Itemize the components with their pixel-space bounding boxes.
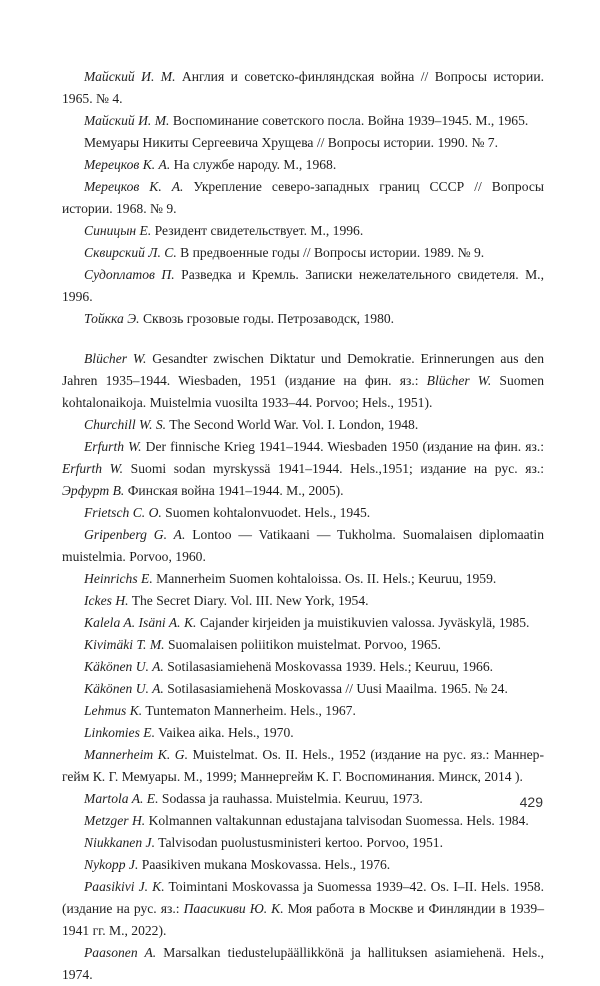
entry-text: Vaikea aika. Hels., 1970. <box>154 725 294 740</box>
bibliography-entry <box>62 832 544 854</box>
entry-text: Резидент свидетельствует. М., 1996. <box>151 223 364 238</box>
entry-author: Paasikivi J. K. <box>84 879 165 894</box>
bibliography-entry <box>62 110 544 132</box>
entry-text: Suomen kohtalonvuodet. Hels., 1945. <box>161 505 371 520</box>
entry-author: Käkönen U. A. <box>84 659 164 674</box>
entry-author: Мерецков К. А. <box>84 179 184 194</box>
bibliography-entry <box>62 502 544 524</box>
entry-author: Kalela A. Isäni A. K. <box>84 615 197 630</box>
entry-author: Nykopp J. <box>84 857 139 872</box>
entry-text: Мемуары Никиты Сергеевича Хрущева // Вопросы истории. 1990. № 7. <box>84 135 499 150</box>
bibliography-entry <box>62 612 544 634</box>
entry-text: Sotilasasiamiehenä Moskovassa 1939. Hels.; Keuruu, 1966. <box>163 659 494 674</box>
entry-author: Майский И. М. <box>84 113 170 128</box>
entry-text: Paasikiven mukana Moskovassa. Hels., 1976. <box>138 857 391 872</box>
entry-author: Blücher W. <box>426 373 492 388</box>
bibliography-entry <box>62 264 544 308</box>
entry-author: Käkönen U. A. <box>84 681 164 696</box>
entry-text: Cajander kirjeiden ja muistikuvien valossa. Jyväskylä, 1985. <box>196 615 530 630</box>
entry-text: Der finnische Krieg 1941–1944. Wiesbaden 1950 (издание на фин. яз.: <box>141 439 545 454</box>
entry-author: Синицын Е. <box>84 223 152 238</box>
entry-text: Suomi sodan myrskyssä 1941–1944. Hels.,1951; издание на рус. яз.: <box>123 461 545 476</box>
entry-text: Lontoo — Vatikaani — Tukholma. Suomalaisen diplomaatin muistelmia. Porvoo, 1960. <box>62 527 544 564</box>
bibliography-entry <box>62 154 544 176</box>
entry-text: Mannerheim Suomen kohtaloissa. Os. II. Hels.; Keuruu, 1959. <box>152 571 497 586</box>
bibliography-entry <box>62 590 544 612</box>
entry-text: На службе народу. М., 1968. <box>170 157 337 172</box>
entry-author: Mannerheim K. G. <box>84 747 188 762</box>
entry-author: Мерецков К. А. <box>84 157 171 172</box>
bibliography-entry <box>62 176 544 220</box>
bibliography-entry <box>62 348 544 414</box>
bibliography-entry <box>62 854 544 876</box>
page-number: 429 <box>519 794 543 810</box>
bibliography-entry <box>62 744 544 788</box>
entry-text: Muistelmat. Os. II. Hels., 1952 (издание на рус. яз.: Маннергейм К. Г. Мемуары. М., 1999; Маннергейм К. Г. Воспоминания. Минск, 2014 ). <box>62 747 544 784</box>
entry-author: Судоплатов П. <box>84 267 175 282</box>
entry-author: Kivimäki T. M. <box>84 637 165 652</box>
entry-author: Gripenberg G. A. <box>84 527 186 542</box>
entry-author: Churchill W. S. <box>84 417 167 432</box>
entry-text: The Secret Diary. Vol. III. New York, 1954. <box>128 593 369 608</box>
entry-text: Marsalkan tiedustelupäällikkönä ja hallituksen asiamiehenä. Hels., 1974. <box>62 945 545 982</box>
bibliography-entry <box>62 700 544 722</box>
entry-text: Моя работа в Москве и Финляндии в 1939–1941 гг. М., 2022). <box>62 901 544 938</box>
bibliography-entry <box>62 656 544 678</box>
entry-text: The Second World War. Vol. I. London, 1948. <box>166 417 419 432</box>
entry-text: Kolmannen valtakunnan edustajana talvisodan Suomessa. Hels. 1984. <box>145 813 529 828</box>
bibliography-entry <box>62 66 544 110</box>
entry-text: Sodassa ja rauhassa. Muistelmia. Keuruu, 1973. <box>158 791 423 806</box>
entry-text: Sotilasasiamiehenä Moskovassa // Uusi Maailma. 1965. № 24. <box>163 681 508 696</box>
entry-text: Talvisodan puolustusministeri kertoo. Porvoo, 1951. <box>154 835 443 850</box>
bibliography-entry <box>62 634 544 656</box>
entry-text: Финская война 1941–1944. М., 2005). <box>124 483 344 498</box>
entry-text: Tuntematon Mannerheim. Hels., 1967. <box>142 703 356 718</box>
entry-text: В предвоенные годы // Вопросы истории. 1989. № 9. <box>176 245 485 260</box>
entry-text: Сквозь грозовые годы. Петрозаводск, 1980. <box>139 311 395 326</box>
bibliography-entry <box>62 942 544 986</box>
bibliography-section <box>62 66 544 330</box>
entry-author: Сквирский Л. С. <box>84 245 177 260</box>
bibliography-entry <box>62 810 544 832</box>
entry-author: Майский И. М. <box>84 69 176 84</box>
entry-author: Metzger H. <box>84 813 146 828</box>
bibliography-entry <box>62 436 544 502</box>
bibliography-entry <box>62 722 544 744</box>
entry-author: Эрфурт В. <box>62 483 125 498</box>
entry-author: Паасикиви Ю. К. <box>183 901 284 916</box>
entry-author: Paasonen A. <box>84 945 157 960</box>
entry-text: Suomen kohtalonaikoja. Muistelmia vuosilta 1933–44. Porvoo; Hels., 1951). <box>62 373 544 410</box>
entry-text: Воспоминание советского посла. Война 1939–1945. М., 1965. <box>169 113 529 128</box>
entry-author: Frietsch C. O. <box>84 505 162 520</box>
bibliography-entry <box>62 308 544 330</box>
entry-author: Heinrichs E. <box>84 571 153 586</box>
bibliography-entry <box>62 678 544 700</box>
entry-text: Укрепление северо-западных границ СССР // Вопросы истории. 1968. № 9. <box>62 179 544 216</box>
bibliography-entry <box>62 876 544 942</box>
bibliography-entry <box>62 524 544 568</box>
entry-author: Erfurth W. <box>62 461 124 476</box>
entry-text: Suomalaisen poliitikon muistelmat. Porvoo, 1965. <box>164 637 441 652</box>
entry-text: Toimintani Moskovassa ja Suomessa 1939–42. Os. I–II. Hels. 1958. (издание на рус. яз.: <box>62 879 545 916</box>
entry-author: Erfurth W. <box>84 439 142 454</box>
bibliography-entry <box>62 132 544 154</box>
bibliography-section <box>62 348 544 986</box>
entry-author: Linkomies E. <box>84 725 155 740</box>
entry-text: Разведка и Кремль. Записки нежелательного свидетеля. М., 1996. <box>62 267 544 304</box>
entry-author: Niukkanen J. <box>84 835 155 850</box>
bibliography-entry <box>62 220 544 242</box>
bibliography-entry <box>62 568 544 590</box>
bibliography-entry <box>62 414 544 436</box>
entry-text: Англия и советско-финляндская война // Вопросы истории. 1965. № 4. <box>62 69 545 106</box>
bibliography-entry <box>62 242 544 264</box>
entry-author: Ickes H. <box>84 593 129 608</box>
bibliography-entry <box>62 788 544 810</box>
entry-author: Тойкка Э. <box>84 311 140 326</box>
entry-author: Blücher W. <box>84 351 147 366</box>
bibliography <box>62 66 544 986</box>
entry-author: Lehmus K. <box>84 703 143 718</box>
entry-text: Gesandter zwischen Diktatur und Demokratie. Erinnerungen aus den Jahren 1935–1944. Wiesbaden, 1951 (издание на фин. яз.: <box>62 351 544 388</box>
entry-author: Martola A. E. <box>84 791 159 806</box>
